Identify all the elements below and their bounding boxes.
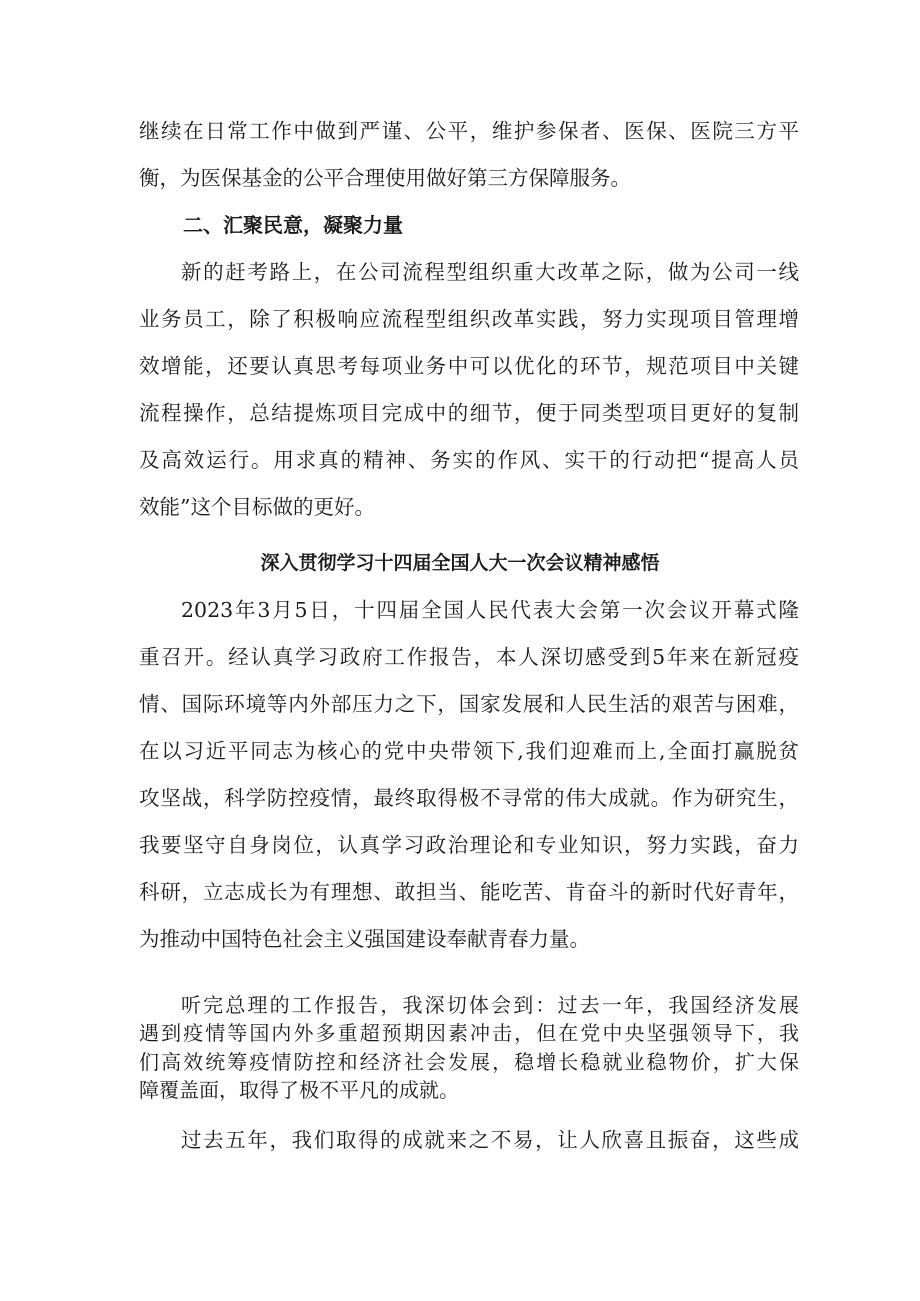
paragraph-line: 重召开。经认真学习政府工作报告，本人深切感受到5年来在新冠疫 bbox=[139, 645, 799, 669]
paragraph-line: 2023年3月5日，十四届全国人民代表大会第一次会议开幕式隆 bbox=[181, 598, 799, 622]
paragraph-line: 新的赶考路上，在公司流程型组织重大改革之际，做为公司一线 bbox=[181, 260, 799, 284]
paragraph-line: 效能”这个目标做的更好。 bbox=[139, 495, 375, 519]
paragraph-line: 衡，为医保基金的公平合理使用做好第三方保障服务。 bbox=[139, 166, 631, 190]
paragraph-line: 遇到疫情等国内外多重超预期因素冲击，但在党中央坚强领导下，我 bbox=[139, 1021, 799, 1045]
paragraph-line: 流程操作，总结提炼项目完成中的细节，便于同类型项目更好的复制 bbox=[139, 401, 799, 425]
paragraph-line: 为推动中国特色社会主义强国建设奉献青春力量。 bbox=[139, 927, 590, 951]
section-heading: 二、汇聚民意，凝聚力量 bbox=[183, 213, 403, 237]
paragraph-line: 及高效运行。用求真的精神、务实的作风、实干的行动把“提高人员 bbox=[139, 448, 799, 472]
article-title: 深入贯彻学习十四届全国人大一次会议精神感悟 bbox=[260, 552, 660, 574]
paragraph-line: 我要坚守自身岗位，认真学习政治理论和专业知识，努力实践，奋力 bbox=[139, 833, 799, 857]
paragraph-line: 障覆盖面，取得了极不平凡的成就。 bbox=[139, 1078, 459, 1102]
paragraph-line: 们高效统筹疫情防控和经济社会发展，稳增长稳就业稳物价，扩大保 bbox=[139, 1050, 799, 1074]
paragraph-line: 听完总理的工作报告，我深切体会到：过去一年，我国经济发展 bbox=[181, 993, 799, 1017]
paragraph-line: 效增能，还要认真思考每项业务中可以优化的环节，规范项目中关键 bbox=[139, 354, 799, 378]
paragraph-line: 科研，立志成长为有理想、敢担当、能吃苦、肯奋斗的新时代好青年， bbox=[139, 880, 799, 904]
paragraph-line: 过去五年，我们取得的成就来之不易，让人欣喜且振奋，这些成 bbox=[181, 1128, 799, 1152]
paragraph-line: 继续在日常工作中做到严谨、公平，维护参保者、医保、医院三方平 bbox=[139, 119, 799, 143]
paragraph-line: 业务员工，除了积极响应流程型组织改革实践，努力实现项目管理增 bbox=[139, 307, 799, 331]
paragraph-line: 攻坚战，科学防控疫情，最终取得极不寻常的伟大成就。作为研究生， bbox=[139, 786, 799, 810]
paragraph-line: 情、国际环境等内外部压力之下，国家发展和人民生活的艰苦与困难， bbox=[139, 692, 799, 716]
paragraph-line: 在以习近平同志为核心的党中央带领下,我们迎难而上,全面打赢脱贫 bbox=[139, 739, 799, 763]
